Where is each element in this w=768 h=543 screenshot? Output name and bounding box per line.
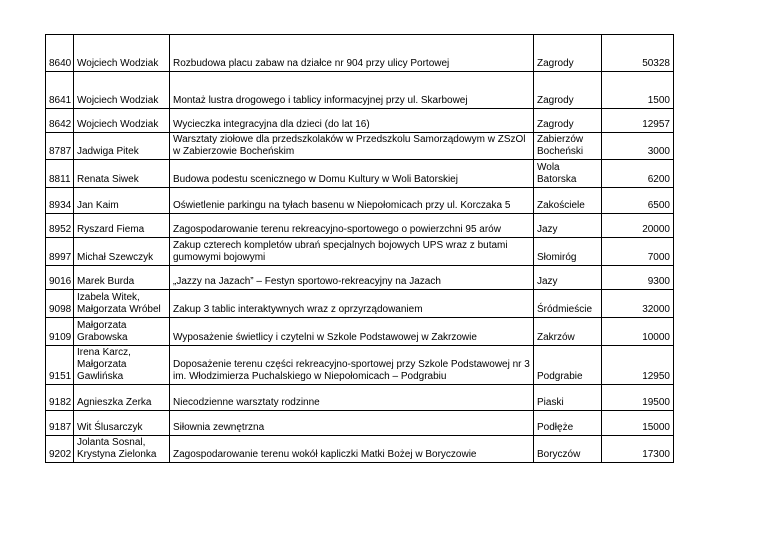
projects-table-body: [46, 35, 674, 463]
table-row: [46, 188, 674, 214]
project-id: 9182: [46, 385, 74, 411]
project-amount: 19500: [602, 385, 674, 411]
project-area: Piaski: [534, 385, 602, 411]
table-row: [46, 109, 674, 133]
project-author: Agnieszka Zerka: [74, 385, 170, 411]
project-id: 9109: [46, 318, 74, 346]
project-title: Warsztaty ziołowe dla przedszkolaków w Przedszkolu Samorządowym w ZSzOl w Zabierzowie Bocheńskim: [170, 133, 534, 160]
project-author: Małgorzata Grabowska: [74, 318, 170, 346]
project-id: 8811: [46, 160, 74, 188]
project-author: Wit Ślusarczyk: [74, 411, 170, 436]
project-amount: 12957: [602, 109, 674, 133]
project-id: 9202: [46, 436, 74, 463]
project-area: Podłęże: [534, 411, 602, 436]
project-area: Zabierzów Bocheński: [534, 133, 602, 160]
table-row: [46, 214, 674, 238]
project-area: Boryczów: [534, 436, 602, 463]
project-amount: 12950: [602, 346, 674, 385]
table-row: [46, 160, 674, 188]
project-amount: 3000: [602, 133, 674, 160]
project-area: Wola Batorska: [534, 160, 602, 188]
table-row: [46, 346, 674, 385]
project-author: Michał Szewczyk: [74, 238, 170, 266]
project-amount: 20000: [602, 214, 674, 238]
project-id: 9098: [46, 290, 74, 318]
project-title: Wycieczka integracyjna dla dzieci (do lat 16): [170, 109, 534, 133]
project-title: Zakup 3 tablic interaktywnych wraz z oprzyrządowaniem: [170, 290, 534, 318]
project-id: 8641: [46, 72, 74, 109]
project-title: Montaż lustra drogowego i tablicy informacyjnej przy ul. Skarbowej: [170, 72, 534, 109]
project-title: Niecodzienne warsztaty rodzinne: [170, 385, 534, 411]
project-author: Wojciech Wodziak: [74, 35, 170, 72]
project-amount: 7000: [602, 238, 674, 266]
table-row: [46, 411, 674, 436]
table-row: [46, 133, 674, 160]
project-id: 8642: [46, 109, 74, 133]
table-row: [46, 238, 674, 266]
project-id: 8997: [46, 238, 74, 266]
project-amount: 32000: [602, 290, 674, 318]
project-id: 9016: [46, 266, 74, 290]
project-area: Zagrody: [534, 35, 602, 72]
project-id: 9187: [46, 411, 74, 436]
project-author: Jadwiga Pitek: [74, 133, 170, 160]
project-amount: 1500: [602, 72, 674, 109]
project-author: Wojciech Wodziak: [74, 72, 170, 109]
project-area: Słomiróg: [534, 238, 602, 266]
project-amount: 17300: [602, 436, 674, 463]
project-id: 8640: [46, 35, 74, 72]
project-title: Wyposażenie świetlicy i czytelni w Szkole Podstawowej w Zakrzowie: [170, 318, 534, 346]
project-title: Rozbudowa placu zabaw na działce nr 904 przy ulicy Portowej: [170, 35, 534, 72]
projects-table: [45, 34, 674, 463]
project-area: Zakrzów: [534, 318, 602, 346]
project-amount: 15000: [602, 411, 674, 436]
project-amount: 6500: [602, 188, 674, 214]
table-row: [46, 385, 674, 411]
project-area: Jazy: [534, 266, 602, 290]
project-author: Ryszard Fiema: [74, 214, 170, 238]
project-author: Irena Karcz, Małgorzata Gawlińska: [74, 346, 170, 385]
table-row: [46, 290, 674, 318]
table-row: [46, 436, 674, 463]
project-author: Marek Burda: [74, 266, 170, 290]
project-area: Zagrody: [534, 109, 602, 133]
project-author: Renata Siwek: [74, 160, 170, 188]
project-area: Podgrabie: [534, 346, 602, 385]
project-amount: 10000: [602, 318, 674, 346]
table-row: [46, 266, 674, 290]
project-title: „Jazzy na Jazach” – Festyn sportowo-rekreacyjny na Jazach: [170, 266, 534, 290]
project-id: 8934: [46, 188, 74, 214]
project-id: 8787: [46, 133, 74, 160]
project-title: Budowa podestu scenicznego w Domu Kultury w Woli Batorskiej: [170, 160, 534, 188]
table-row: [46, 35, 674, 72]
project-title: Zagospodarowanie terenu wokół kapliczki Matki Bożej w Boryczowie: [170, 436, 534, 463]
project-amount: 9300: [602, 266, 674, 290]
project-id: 9151: [46, 346, 74, 385]
project-amount: 6200: [602, 160, 674, 188]
project-area: Zakościele: [534, 188, 602, 214]
project-title: Siłownia zewnętrzna: [170, 411, 534, 436]
project-area: Śródmieście: [534, 290, 602, 318]
project-title: Zakup czterech kompletów ubrań specjalnych bojowych UPS wraz z butami gumowymi bojowymi: [170, 238, 534, 266]
project-title: Oświetlenie parkingu na tyłach basenu w Niepołomicach przy ul. Korczaka 5: [170, 188, 534, 214]
project-author: Wojciech Wodziak: [74, 109, 170, 133]
project-title: Zagospodarowanie terenu rekreacyjno-sportowego o powierzchni 95 arów: [170, 214, 534, 238]
project-id: 8952: [46, 214, 74, 238]
table-row: [46, 72, 674, 109]
project-area: Jazy: [534, 214, 602, 238]
table-row: [46, 318, 674, 346]
project-author: Jolanta Sosnal, Krystyna Zielonka: [74, 436, 170, 463]
project-author: Izabela Witek, Małgorzata Wróbel: [74, 290, 170, 318]
project-title: Doposażenie terenu części rekreacyjno-sportowej przy Szkole Podstawowej nr 3 im. Włodzimierza Puchalskiego w Niepołomicach – Podgrabiu: [170, 346, 534, 385]
project-amount: 50328: [602, 35, 674, 72]
project-author: Jan Kaim: [74, 188, 170, 214]
project-area: Zagrody: [534, 72, 602, 109]
